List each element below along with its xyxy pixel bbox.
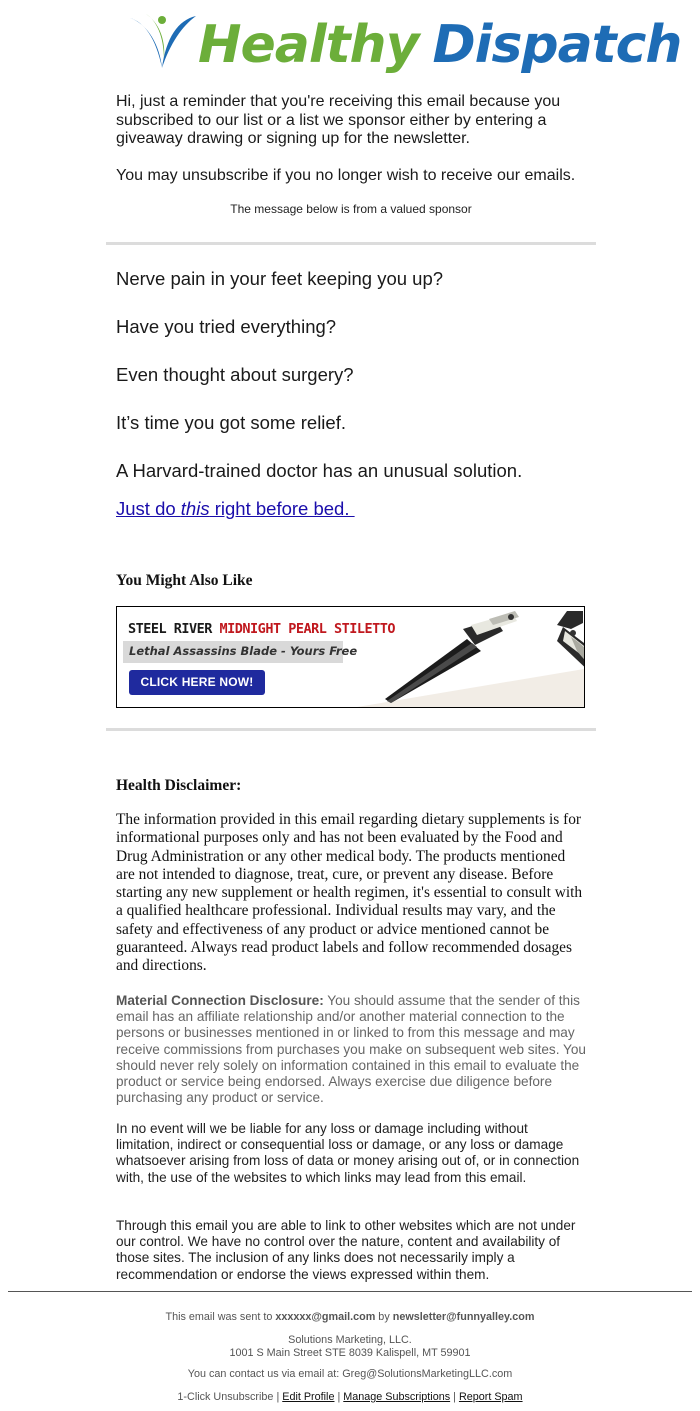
footer-sep-3: |: [453, 1391, 456, 1403]
logo-wordmark: [198, 6, 681, 84]
footer-address-block: [0, 1334, 700, 1359]
banner-brand-red: MIDNIGHT PEARL STILETTO: [219, 621, 395, 637]
banner-click-here-button[interactable]: CLICK HERE NOW!: [129, 670, 265, 695]
footer-sep-2: |: [337, 1391, 341, 1403]
mcd-label: Material Connection Disclosure:: [116, 993, 324, 1008]
footer-sent-to: [0, 1311, 700, 1323]
health-disclaimer-heading: Health Disclaimer:: [116, 777, 242, 794]
external-links-disclaimer: Through this email you are able to link to other websites which are not under our control. We have no control over the nature, content and availability of those sites. The inclusion of any links does not necessarily imply a recommendation or endorse the views expressed within them.: [116, 1218, 576, 1282]
liability-disclaimer: In no event will we be liable for any loss or damage including without limitation, indirect or consequential loss or damage, or any loss or damage whatsoever arising from loss of data or money arising out of, or in connection with, the use of the websites to which links may lead from this email.: [116, 1121, 580, 1185]
mcd-body: You should assume that the sender of this email has an affiliate relationship and/or another material connection to the persons or businesses mentioned in or linked to from this message and may receive commissions from purchases you make on subsequent web sites. You should never rely solely on information contained in this email to evaluate the product or service being endorsed. Always exercise due diligence before purchasing any product or service.: [116, 993, 586, 1106]
divider-bottom: [106, 728, 596, 731]
knife-promo-banner[interactable]: [116, 606, 585, 708]
footer-sent-prefix: This email was sent to: [165, 1311, 276, 1323]
ad-line-3: Even thought about surgery?: [116, 364, 354, 385]
one-click-unsubscribe[interactable]: 1-Click Unsubscribe: [177, 1391, 274, 1403]
ad-cta-link[interactable]: [116, 498, 355, 520]
ad-line-5: A Harvard-trained doctor has an unusual solution.: [116, 460, 523, 481]
ad-line-2: Have you tried everything?: [116, 316, 337, 337]
footer-sender: newsletter@funnyalley.com: [392, 1311, 535, 1323]
cta-emphasis: this: [180, 498, 210, 519]
logo-word-healthy: Healthy: [198, 15, 419, 75]
logo-word-dispatch: Dispatch: [432, 15, 682, 75]
unsubscribe-note: You may unsubscribe if you no longer wish to receive our emails.: [116, 167, 576, 184]
edit-profile-link[interactable]: Edit Profile: [282, 1391, 335, 1403]
subscription-reminder: Hi, just a reminder that you're receiving this email because you subscribed to our list or a list we sponsor either by entering a giveaway drawing or signing up for the newsletter.: [116, 93, 561, 147]
stiletto-knife-icon: [267, 607, 584, 707]
footer-sent-by: by: [375, 1311, 393, 1323]
ad-line-1: Nerve pain in your feet keeping you up?: [116, 268, 444, 289]
manage-subscriptions-link[interactable]: Manage Subscriptions: [343, 1391, 451, 1403]
footer-address: 1001 S Main Street STE 8039 Kalispell, MT 59901: [229, 1346, 471, 1359]
footer-recipient: xxxxxx@gmail.com: [275, 1311, 376, 1323]
also-like-heading: You Might Also Like: [116, 572, 253, 589]
leaf-v-logo-icon: [126, 12, 198, 72]
footer-sep-1: |: [276, 1391, 280, 1403]
footer-contact: You can contact us via email at: Greg@SolutionsMarketingLLC.com: [187, 1368, 513, 1380]
sponsor-note: The message below is from a valued sponsor: [230, 202, 472, 216]
material-connection-disclosure: [116, 993, 586, 1106]
banner-brand-black: STEEL RIVER: [128, 621, 220, 637]
cta-after: right before bed.: [209, 498, 355, 519]
ad-line-4: It’s time you got some relief.: [116, 412, 346, 433]
report-spam-link[interactable]: Report Spam: [458, 1391, 523, 1403]
banner-tagline: Lethal Assassins Blade - Yours Free: [129, 644, 358, 658]
footer-company: Solutions Marketing, LLC.: [288, 1334, 412, 1346]
healthy-dispatch-logo[interactable]: [126, 8, 682, 86]
cta-before: Just do: [116, 498, 181, 519]
footer-links: [0, 1391, 700, 1403]
footer-divider: [8, 1291, 692, 1292]
health-disclaimer-body: The information provided in this email regarding dietary supplements is for informational purposes only and has not been evaluated by the Food and Drug Administration or any other medical body. The products mentioned are not intended to diagnose, treat, cure, or prevent any disease. Before starting any new supplement or health regimen, it's essential to consult with a qualified healthcare professional. Individual results may vary, and the safety and effectiveness of any product or advice mentioned cannot be guaranteed. Always read product labels and follow recommended dosages and directions.: [116, 811, 583, 975]
divider-top: [106, 242, 596, 245]
